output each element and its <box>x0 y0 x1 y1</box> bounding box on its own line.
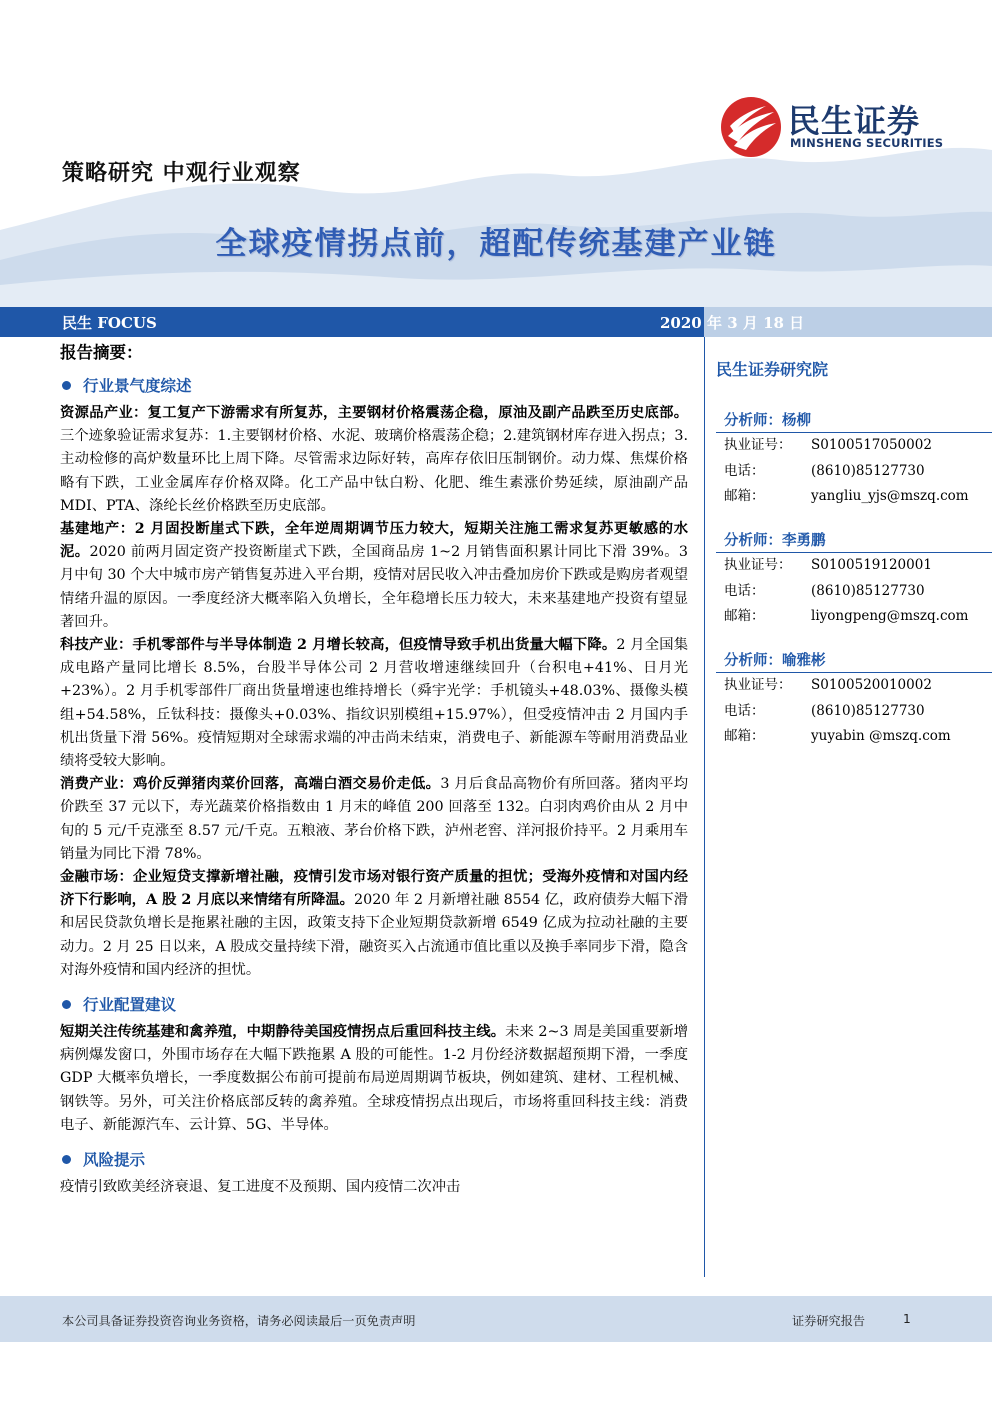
report-header <box>0 0 992 308</box>
page-number: 1 <box>903 1312 911 1326</box>
analyst-name: 分析师：李勇鹏 <box>716 529 992 553</box>
logo-cn-text: 民生证券 <box>788 102 921 140</box>
tel-label: 电话： <box>724 702 765 719</box>
header-bar <box>0 307 992 337</box>
tel-label: 电话： <box>724 462 765 479</box>
analyst-card <box>716 529 992 630</box>
cert-value: S0100520010002 <box>811 677 932 693</box>
cert-value: S0100517050002 <box>811 437 932 453</box>
analyst-tel-row <box>716 579 992 605</box>
analyst-name: 分析师：喻雅彬 <box>716 649 992 673</box>
company-logo <box>720 96 960 156</box>
bullet-dot-icon <box>62 1155 71 1164</box>
tel-value: (8610)85127730 <box>811 582 925 599</box>
analyst-cert-row <box>716 433 992 459</box>
abstract-label: 报告摘要： <box>60 343 143 362</box>
paragraph-allocation <box>60 1021 688 1137</box>
paragraph-body: 2 月全国集成电路产量同比增长 8.5%，台股半导体公司 2 月营收增速继续回升（台积电+41%、日月光+23%）。2 月手机零部件厂商出货量增速也维持增长（舜宇光学：手机镜头+48.03%、摄像头模组+54.58%，丘钛科技：摄像头+0.03%、指纹识别模组+15.97%），但受疫情冲击 2 月国内手机出货量下滑 56%。疫情短期对全球需求端的冲击尚未结束，消费电子、新能源车等耐用消费品业绩将受较大影响。 <box>60 637 689 770</box>
analyst-tel-row <box>716 459 992 485</box>
section-title: 行业景气度综述 <box>83 376 192 395</box>
research-institute: 民生证券研究院 <box>716 360 829 379</box>
tel-label: 电话： <box>724 582 765 599</box>
cert-label: 执业证号： <box>724 557 792 573</box>
mail-label: 邮箱： <box>724 488 765 504</box>
tel-value: (8610)85127730 <box>811 462 925 479</box>
paragraph-infrastructure <box>60 518 688 634</box>
paragraph-body: 2020 年 2 月新增社融 8554 亿，政府债券大幅下滑和居民贷款负增长是拖累社融的主因，政策支持下企业短期贷款新增 6549 亿成为拉动社融的主要动力。2 月 25 日以来，A 股成交量持续下滑，融资买入占流通市值比重以及换手率同步下滑，隐含对海外疫情和国内经济的担忧。 <box>60 892 688 978</box>
analyst-card <box>716 409 992 510</box>
mail-value[interactable]: yuyabin @mszq.com <box>811 728 951 744</box>
focus-brand: 民生 FOCUS <box>62 314 157 332</box>
paragraph-body: 3 月后食品高物价有所回落。猪肉平均价跌至 37 元以下，寿光蔬菜价格指数由 1 月末的峰值 200 回落至 132。白羽肉鸡价由从 2 月中旬的 5 元/千克涨至 8.57 元/千克。五粮液、茅台价格下跌，泸州老窖、洋河报价持平。2 月乘用车销量为同比下滑 78%。 <box>60 776 689 862</box>
mail-value[interactable]: yangliu_yjs@mszq.com <box>811 488 969 504</box>
analyst-name: 分析师：杨柳 <box>716 409 992 433</box>
analyst-cert-row <box>716 673 992 699</box>
paragraph-lead: 资源品产业：复工复产下游需求有所复苏，主要钢材价格震荡企稳，原油及副产品跌至历史底部。 <box>60 405 688 421</box>
analyst-card <box>716 649 992 750</box>
mail-label: 邮箱： <box>724 608 765 624</box>
cert-label: 执业证号： <box>724 437 792 453</box>
section-title: 风险提示 <box>83 1150 146 1170</box>
paragraph-lead: 金融市场：企业短贷支撑新增社融，疫情引发市场对银行资产质量的担忧；受海外疫情和对国内经济下行影响，A 股 2 月底以来情绪有所降温。 <box>60 869 688 909</box>
bullet-dot-icon <box>62 381 71 390</box>
section-heading-industry-overview <box>60 374 688 396</box>
tel-value: (8610)85127730 <box>811 702 925 719</box>
column-divider <box>704 337 705 1277</box>
paragraph-lead: 基建地产：2 月固投断崖式下跌，全年逆周期调节压力较大，短期关注施工需求复苏更敏感的水泥。 <box>60 521 688 561</box>
paragraph-resources <box>60 402 688 518</box>
report-title: 全球疫情拐点前，超配传统基建产业链 <box>215 226 777 262</box>
analyst-mail-row <box>716 724 992 750</box>
paragraph-technology <box>60 634 688 773</box>
cert-value: S0100519120001 <box>811 557 932 573</box>
mail-label: 邮箱： <box>724 728 765 744</box>
paragraph-body: 三个迹象验证需求复苏：1.主要钢材价格、水泥、玻璃价格震荡企稳；2.建筑钢材库存进入拐点；3.主动检修的高炉数量环比上周下降。尽管需求边际好转，高库存依旧压制钢价。动力煤、焦煤价格略有下跌，工业金属库存价格双降。化工产品中钛白粉、化肥、维生素涨价势延续，原油副产品 MDI、PTA、涤纶长丝价格跌至历史底部。 <box>60 428 688 514</box>
cert-label: 执业证号： <box>724 677 792 693</box>
report-date: 2020 年 3 月 18 日 <box>660 314 805 332</box>
report-category: 策略研究 中观行业观察 <box>62 160 301 186</box>
footer-disclaimer: 本公司具备证券投资咨询业务资格，请务必阅读最后一页免责声明 <box>62 1314 416 1328</box>
paragraph-body: 2020 前两月固定资产投资断崖式下跌，全国商品房 1~2 月销售面积累计同比下滑 39%。3 月中旬 30 个大中城市房产销售复苏进入平台期，疫情对居民收入冲击叠加房价下跌或是购房者观望情绪升温的原因。一季度经济大概率陷入负增长，全年稳增长压力较大，未来基建地产投资有望显著回升。 <box>60 544 689 630</box>
page-footer <box>0 1296 992 1342</box>
section-heading-risk <box>60 1148 688 1170</box>
bullet-dot-icon <box>62 1000 71 1009</box>
logo-mark-icon <box>720 96 782 158</box>
paragraph-lead: 短期关注传统基建和禽养殖，中期静待美国疫情拐点后重回科技主线。 <box>60 1024 506 1041</box>
paragraph-body: 未来 2~3 周是美国重要新增病例爆发窗口，外围市场存在大幅下跌拖累 A 股的可能性。1-2 月份经济数据超预期下滑，一季度 GDP 大概率负增长，一季度数据公布前可提前布局逆周期调节板块，例如建筑、建材、工程机械、钢铁等。另外，可关注价格底部反转的禽养殖。全球疫情拐点出现后，市场将重回科技主线：消费电子、新能源汽车、云计算、5G、半导体。 <box>60 1024 688 1133</box>
main-content <box>60 342 688 1199</box>
mail-value[interactable]: liyongpeng@mszq.com <box>811 608 969 624</box>
paragraph-consumer <box>60 773 688 866</box>
analyst-mail-row <box>716 604 992 630</box>
section-title: 行业配置建议 <box>83 995 177 1015</box>
analyst-cert-row <box>716 553 992 579</box>
analyst-tel-row <box>716 699 992 725</box>
paragraph-lead: 消费产业：鸡价反弹猪肉菜价回落，高端白酒交易价走低。 <box>60 776 441 793</box>
paragraph-risk: 疫情引致欧美经济衰退、复工进度不及预期、国内疫情二次冲击 <box>60 1179 461 1196</box>
footer-report-type: 证券研究报告 <box>792 1314 866 1328</box>
analyst-mail-row <box>716 484 992 510</box>
section-heading-allocation <box>60 993 688 1015</box>
paragraph-finance <box>60 866 688 982</box>
paragraph-lead: 科技产业：手机零部件与半导体制造 2 月增长较高，但疫情导致手机出货量大幅下降。 <box>60 637 617 654</box>
logo-en-text: MINSHENG SECURITIES <box>790 136 944 150</box>
